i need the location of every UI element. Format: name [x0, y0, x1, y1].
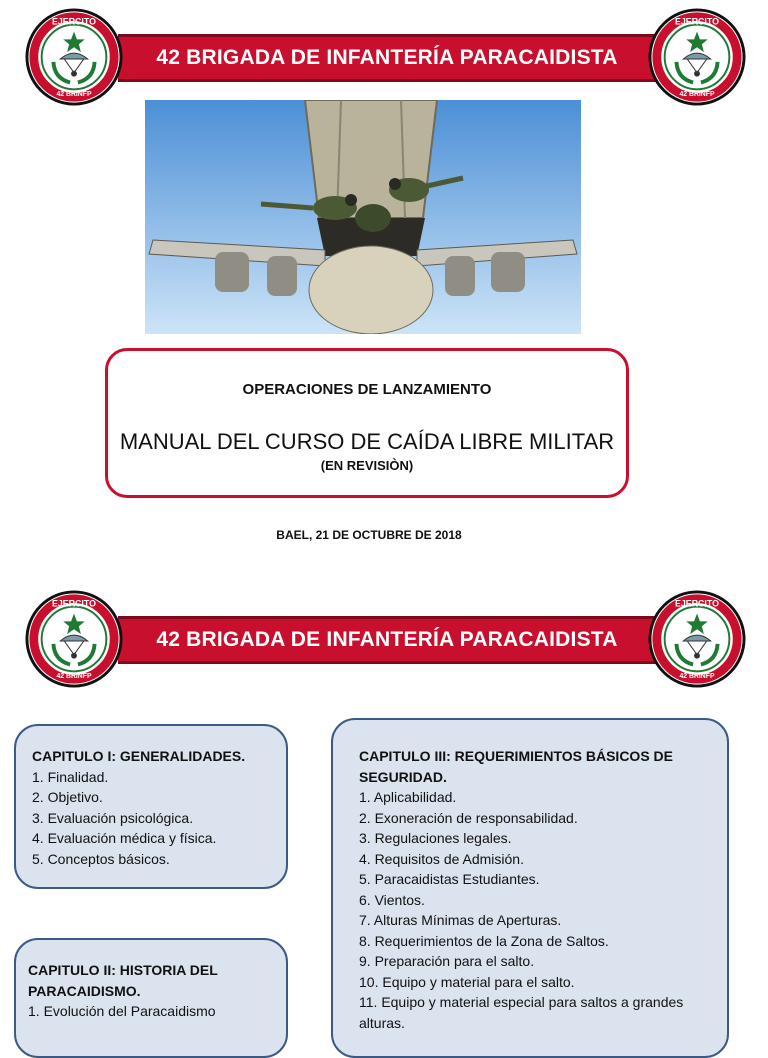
header-banner: [0, 0, 768, 110]
chapter-3-box: [331, 718, 729, 1058]
brigade-emblem-icon: [25, 590, 123, 688]
list-item: 5. Conceptos básicos.: [32, 850, 170, 867]
emblem-top-text: EJERCITO: [52, 16, 96, 27]
banner-strip: [118, 616, 656, 664]
brigade-emblem-icon: [25, 8, 123, 106]
aircraft-jump-photo: [145, 100, 581, 334]
brigade-emblem-icon: [648, 590, 746, 688]
manual-title: MANUAL DEL CURSO DE CAÍDA LIBRE MILITAR: [119, 429, 615, 454]
brigade-emblem-icon: [648, 8, 746, 106]
emblem-top-text: EJERCITO: [52, 598, 96, 609]
list-item: 1. Evolución del Paracaidismo: [28, 1003, 216, 1019]
chapter-1-box: [14, 724, 288, 889]
header-banner: [0, 582, 768, 692]
list-item: 4. Evaluación médica y física.: [32, 830, 217, 846]
emblem-top-text: EJERCITO: [675, 16, 719, 27]
cover-title-box: [105, 348, 629, 498]
list-item: 5. Paracaidistas Estudiantes.: [359, 871, 540, 887]
list-item: 6. Vientos.: [359, 891, 425, 908]
emblem-bottom-text: 42 BRINFP: [679, 91, 715, 99]
emblem-bottom-text: 42 BRINFP: [56, 673, 92, 681]
list-item: 8. Requerimientos de la Zona de Saltos.: [359, 932, 609, 949]
banner-title: 42 BRIGADA DE INFANTERÍA PARACAIDISTA: [156, 628, 618, 651]
list-item: 10. Equipo y material para el salto.: [359, 973, 575, 990]
emblem-bottom-text: 42 BRINFP: [679, 673, 715, 681]
list-item: 9. Preparación para el salto.: [359, 953, 535, 969]
chapter-title: CAPITULO I: GENERALIDADES.: [32, 748, 246, 764]
list-item: 1. Finalidad.: [32, 768, 109, 785]
list-item: 3. Evaluación psicológica.: [32, 809, 194, 826]
banner-strip: [118, 34, 656, 82]
list-item: 2. Objetivo.: [32, 789, 103, 805]
chapter-title: CAPITULO III: REQUERIMIENTOS BÁSICOS DE SEGURIDAD.: [359, 748, 673, 785]
banner-title: 42 BRIGADA DE INFANTERÍA PARACAIDISTA: [156, 46, 618, 69]
list-item: 3. Regulaciones legales.: [359, 830, 512, 846]
status-note: (EN REVISIÒN): [320, 458, 414, 473]
chapter-title: CAPITULO II: HISTORIA DEL PARACAIDISMO.: [28, 962, 218, 999]
chapter-2-box: [14, 938, 288, 1058]
section-heading: OPERACIONES DE LANZAMIENTO: [242, 381, 492, 398]
emblem-bottom-text: 42 BRINFP: [56, 91, 92, 99]
list-item: 4. Requisitos de Admisión.: [359, 850, 524, 867]
chapter-item-list: [32, 767, 270, 870]
list-item: 1. Aplicabilidad.: [359, 789, 457, 805]
chapter-item-list: [359, 787, 715, 1033]
list-item: 7. Alturas Mínimas de Aperturas.: [359, 912, 562, 928]
chapter-item-list: [28, 1001, 274, 1022]
emblem-top-text: EJERCITO: [675, 598, 719, 609]
list-item: 11. Equipo y material especial para saltos a grandes alturas.: [359, 994, 684, 1031]
cover-date: BAEL, 21 DE OCTUBRE DE 2018: [276, 528, 462, 542]
list-item: 2. Exoneración de responsabilidad.: [359, 809, 578, 826]
